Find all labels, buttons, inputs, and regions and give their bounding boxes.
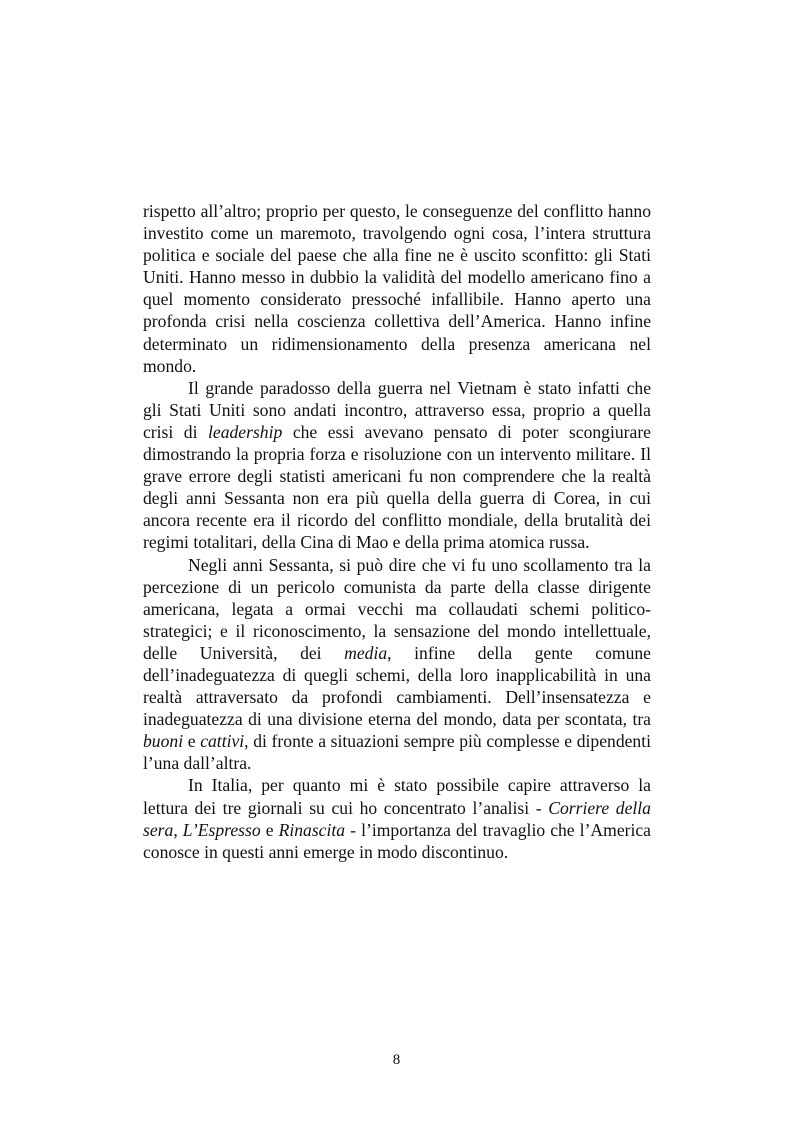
body-text — [143, 200, 651, 863]
text-run: Negli anni Sessanta, si può dire che vi fu uno scollamento tra la percezione di un pericolo comunista da parte della classe dirigente americana, legata a ormai vecchi ma collaudati schemi politico-strategici; e il riconoscimento, la sensazione del mondo intellettuale, delle Università, dei — [143, 554, 651, 663]
text-run: Il grande paradosso della guerra nel Vietnam è stato infatti che gli Stati Uniti sono andati incontro, attraverso essa, proprio a quella crisi di — [143, 377, 651, 442]
text-run: , di fronte a situazioni sempre più complesse e dipendenti l’una dall’altra. — [143, 731, 652, 774]
text-run: , — [173, 819, 183, 840]
text-run: , infine della gente comune dell’inadeguatezza di quegli schemi, della loro inapplicabilità in una realtà attraversato da profondi cambiamenti. Dell’insensatezza e inadeguatezza di una divisione eterna del mondo, data per scontata, tra — [143, 642, 651, 730]
italic-text: Corriere della sera — [143, 797, 651, 840]
text-run: e — [260, 819, 279, 840]
text-run: che essi avevano pensato di poter scongiurare dimostrando la propria forza e risoluzione con un intervento militare. Il grave errore degli statisti americani fu non comprendere che la realtà degli anni Sessanta non era più quella della guerra di Corea, in cui ancora recente era il ricordo del conflitto mondiale, della brutalità dei regimi totalitari, della Cina di Mao e della prima atomica russa. — [143, 421, 651, 553]
italic-text: leadership — [208, 421, 283, 442]
italic-text: Rinascita — [278, 819, 346, 840]
page-number: 8 — [392, 1052, 401, 1068]
italic-text: cattivi — [200, 731, 245, 752]
paragraph — [143, 200, 651, 377]
paragraph — [143, 774, 651, 862]
italic-text: L’Espresso — [182, 819, 261, 840]
paragraph — [143, 554, 651, 775]
text-run: In Italia, per quanto mi è stato possibile capire attraverso la lettura dei tre giornali su cui ho concentrato l’analisi - — [143, 775, 651, 818]
text-run: - l’importanza del travaglio che l’America conosce in questi anni emerge in modo discontinuo. — [143, 819, 651, 862]
italic-text: media — [344, 642, 388, 663]
text-run: rispetto all’altro; proprio per questo, le conseguenze del conflitto hanno investito come un maremoto, travolgendo ogni cosa, l’intera struttura politica e sociale del paese che alla fine ne è uscito sconfitto: gli Stati Uniti. Hanno messo in dubbio la validità del modello americano fino a quel momento considerato pressoché infallibile. Hanno aperto una profonda crisi nella coscienza collettiva dell’America. Hanno infine determinato un ridimensionamento della presenza americana nel mondo. — [143, 201, 651, 376]
italic-text: buoni — [143, 731, 184, 752]
text-run: e — [183, 731, 201, 752]
paragraph — [143, 377, 651, 554]
